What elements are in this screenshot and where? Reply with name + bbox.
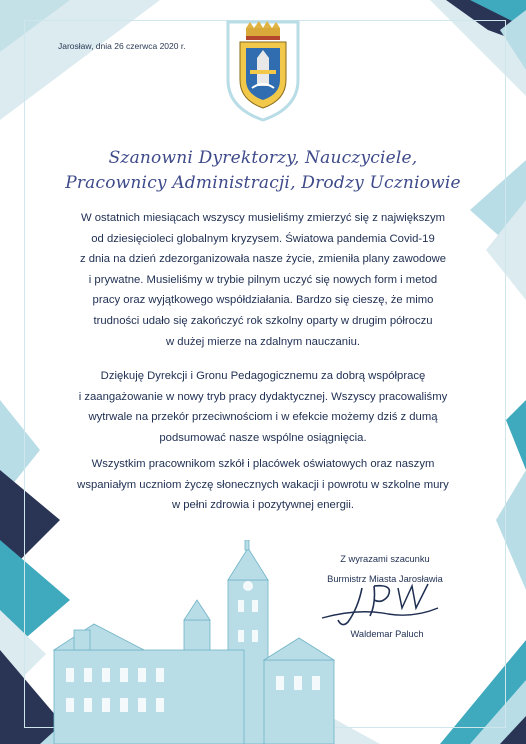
signer-name: Waldemar Paluch [350, 629, 424, 639]
paragraph-line: z dnia na dzień zdezorganizowała nasze życie, zmieniła plany zawodowe [79, 253, 447, 266]
paragraph-line: w dużej mierze na zdalnym nauczaniu. [165, 335, 361, 348]
town-hall-illustration [14, 540, 354, 744]
letter-date: Jarosław, dnia 26 czerwca 2020 r. [58, 41, 186, 51]
paragraph-line: wspaniałym uczniom życzę słonecznych wakacji i powrotu w szkolne mury [77, 478, 449, 491]
paragraph-line: od dziesięcioleci globalnym kryzysem. Światowa pandemia Covid-19 [91, 232, 435, 245]
paragraph-line: W ostatnich miesiącach wszyscy musieliśmy zmierzyć się z największym [80, 212, 446, 224]
paragraph-line: i prywatne. Musieliśmy w trybie pilnym uczyć się nowych form i metod [88, 273, 438, 286]
paragraph-line: Dziękuję Dyrekcji i Gronu Pedagogicznemu za dobrą współpracę [100, 370, 426, 382]
paragraph-line: podsumować nasze wspólne osiągnięcia. [159, 431, 367, 444]
paragraph-line: w pełni zdrowia i pozytywnej energii. [171, 499, 355, 512]
greeting-line-2: Pracownicy Administracji, Drodzy Uczniowie [65, 173, 461, 193]
paragraph-line: pracy oraz wyjątkowego współdziałania. Bardzo się cieszę, że mimo [92, 294, 434, 307]
signer-title: Burmistrz Miasta Jarosławia [327, 574, 443, 584]
greeting-line-1: Szanowni Dyrektorzy, Nauczyciele, [108, 148, 418, 168]
paragraph-line: wytrwale na przekór przeciwnościom i w efekcie możemy dziś z dumą [88, 411, 438, 424]
coat-of-arms-icon [224, 18, 302, 122]
closing-formula: Z wyrazami szacunku [340, 554, 430, 564]
paragraph-line: i zaangażowanie w nowy tryb pracy dydaktycznej. Wszyscy pracowaliśmy [78, 390, 448, 403]
handwritten-signature-icon [318, 578, 442, 630]
paragraph-line: trudności udało się zakończyć rok szkolny oparty w drugim półroczu [93, 314, 433, 327]
paragraph-3 [52, 454, 474, 516]
paragraph-2 [52, 366, 474, 448]
paragraph-1 [52, 208, 474, 352]
paragraph-line: Wszystkim pracownikom szkół i placówek oświatowych oraz naszym [91, 458, 435, 470]
